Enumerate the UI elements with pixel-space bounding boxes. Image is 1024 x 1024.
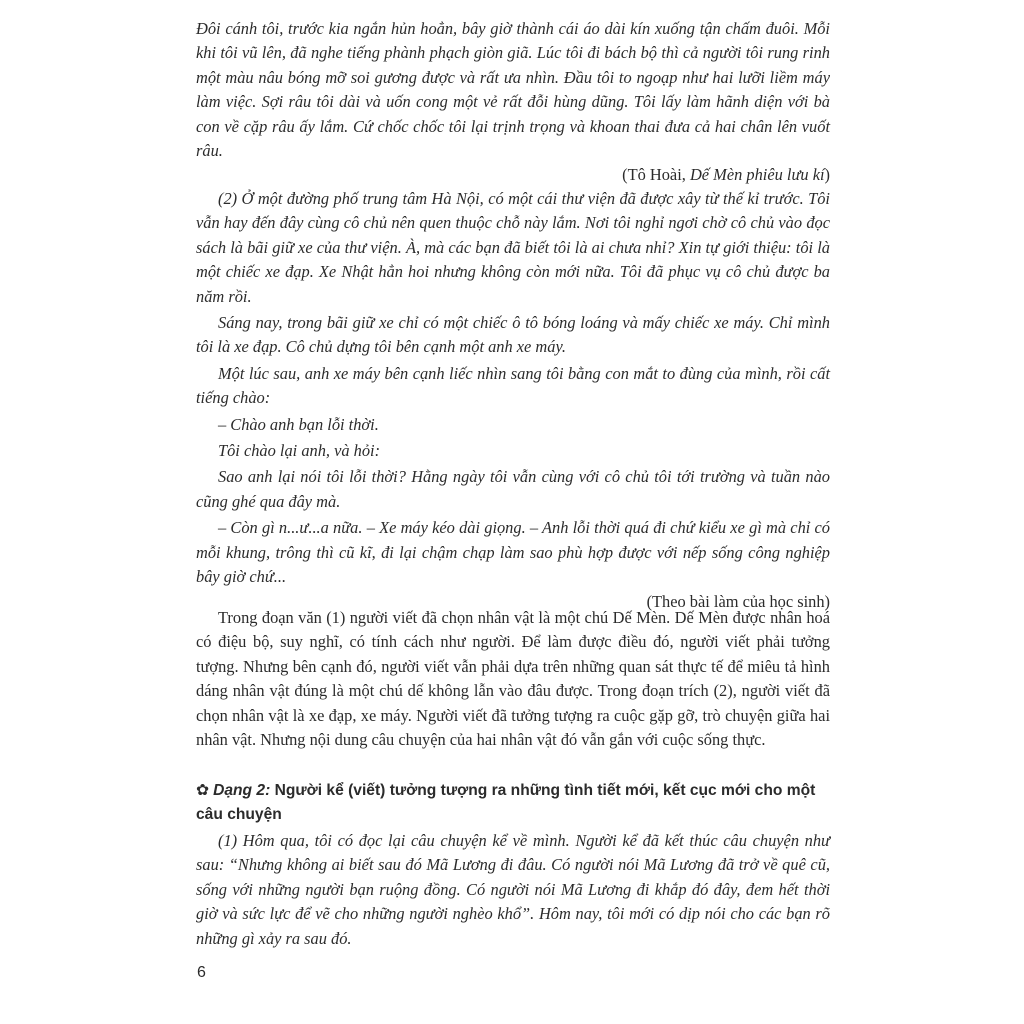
section-2-heading bbox=[196, 779, 830, 827]
page-number: 6 bbox=[197, 964, 206, 981]
section-2-title: Người kể (viết) tưởng tượng ra những tình tiết mới, kết cục mới cho một câu chuyện bbox=[196, 782, 816, 823]
section-2-label: Dạng 2: bbox=[213, 782, 271, 799]
excerpt-1-paragraph: Đôi cánh tôi, trước kia ngắn hủn hoẳn, bây giờ thành cái áo dài kín xuống tận chấm đuôi. Mỗi khi tôi vũ lên, đã nghe tiếng phành phạch giòn giã. Lúc tôi đi bách bộ thì cả người tôi rung rinh một màu nâu bóng mỡ soi gương được và rất ưa nhìn. Đầu tôi to ngoạp như hai lưỡi liềm máy làm việc. Sợi râu tôi dài và uốn cong một vẻ rất đỗi hùng dũng. Tôi lấy làm hãnh diện với bà con về cặp râu ấy lắm. Cứ chốc chốc tôi lại trịnh trọng và khoan thai đưa cả hai chân lên vuốt râu. bbox=[196, 19, 830, 161]
excerpt-2-paragraph: Một lúc sau, anh xe máy bên cạnh liếc nhìn sang tôi bằng con mắt to đùng của mình, rồi cất tiếng chào: bbox=[196, 363, 830, 408]
excerpt-1-source-prefix: (Tô Hoài, bbox=[622, 165, 690, 185]
excerpt-1-source bbox=[196, 163, 830, 187]
flower-bullet-icon: ✿ bbox=[196, 782, 210, 799]
excerpt-2 bbox=[196, 187, 830, 614]
excerpt-2-paragraph: (2) Ở một đường phố trung tâm Hà Nội, có một cái thư viện đã được xây từ thế kỉ trước. Tôi vẫn hay đến đây cùng cô chủ nên quen thuộc chỗ này lắm. Nơi tôi nghỉ ngơi chờ cô chủ vào đọc sách là bãi giữ xe của thư viện. À, mà các bạn đã biết tôi là ai chưa nhỉ? Xin tự giới thiệu: tôi là một chiếc xe đạp. Xe Nhật hẳn hoi nhưng không còn mới nữa. Tôi đã phục vụ cô chủ được ba năm rồi. bbox=[196, 189, 830, 306]
excerpt-2-paragraph: – Còn gì n...ư...a nữa. – Xe máy kéo dài giọng. – Anh lỗi thời quá đi chứ kiểu xe gì mà chỉ có mỗi khung, trông thì cũ kĩ, đi lại chậm chạp làm sao phù hợp được với nếp sống công nghiệp bây giờ chứ... bbox=[196, 518, 830, 587]
excerpt-1-source-title: Dế Mèn phiêu lưu kí bbox=[689, 165, 825, 185]
section-2-body bbox=[196, 829, 830, 951]
commentary-paragraph: Trong đoạn văn (1) người viết đã chọn nhân vật là một chú Dế Mèn. Dế Mèn được nhân hoá có điệu bộ, suy nghĩ, có tính cách như người. Để làm được điều đó, người viết phải tưởng tượng. Nhưng bên cạnh đó, người viết vẫn phải dựa trên những quan sát thực tế để miêu tả hình dáng nhân vật đúng là một chú dế không lẫn vào đâu được. Trong đoạn trích (2), người viết đã chọn nhân vật là xe đạp, xe máy. Người viết đã tưởng tượng ra cuộc gặp gỡ, trò chuyện giữa hai nhân vật. Nhưng nội dung câu chuyện của hai nhân vật đó vẫn gắn với cuộc sống thực. bbox=[196, 608, 830, 750]
excerpt-1-source-suffix: ) bbox=[824, 165, 830, 185]
excerpt-2-paragraph: – Chào anh bạn lỗi thời. bbox=[218, 414, 379, 434]
excerpt-2-paragraph: Sáng nay, trong bãi giữ xe chỉ có một chiếc ô tô bóng loáng và mấy chiếc xe máy. Chỉ mình tôi là xe đạp. Cô chủ dựng tôi bên cạnh một anh xe máy. bbox=[196, 313, 830, 357]
excerpt-2-paragraph: Tôi chào lại anh, và hỏi: bbox=[218, 441, 381, 461]
excerpt-2-source: (Theo bài làm của học sinh) bbox=[646, 591, 830, 611]
excerpt-2-paragraph: Sao anh lại nói tôi lỗi thời? Hằng ngày tôi vẫn cùng với cô chủ tôi tới trường và tuần nào cũng ghé qua đây mà. bbox=[196, 467, 830, 511]
commentary bbox=[196, 606, 830, 752]
section-2-paragraph: (1) Hôm qua, tôi có đọc lại câu chuyện kể về mình. Người kể đã kết thúc câu chuyện như sau: “Nhưng không ai biết sau đó Mã Lương đi đâu. Có người nói Mã Lương đã trở về quê cũ, sống với những người bạn ruộng đồng. Có người nói Mã Lương đi khắp đó đây, đem hết thời giờ và sức lực để vẽ cho những người nghèo khổ”. Hôm nay, tôi mới có dịp nói cho các bạn rõ những gì xảy ra sau đó. bbox=[196, 831, 830, 948]
excerpt-1 bbox=[196, 17, 830, 188]
